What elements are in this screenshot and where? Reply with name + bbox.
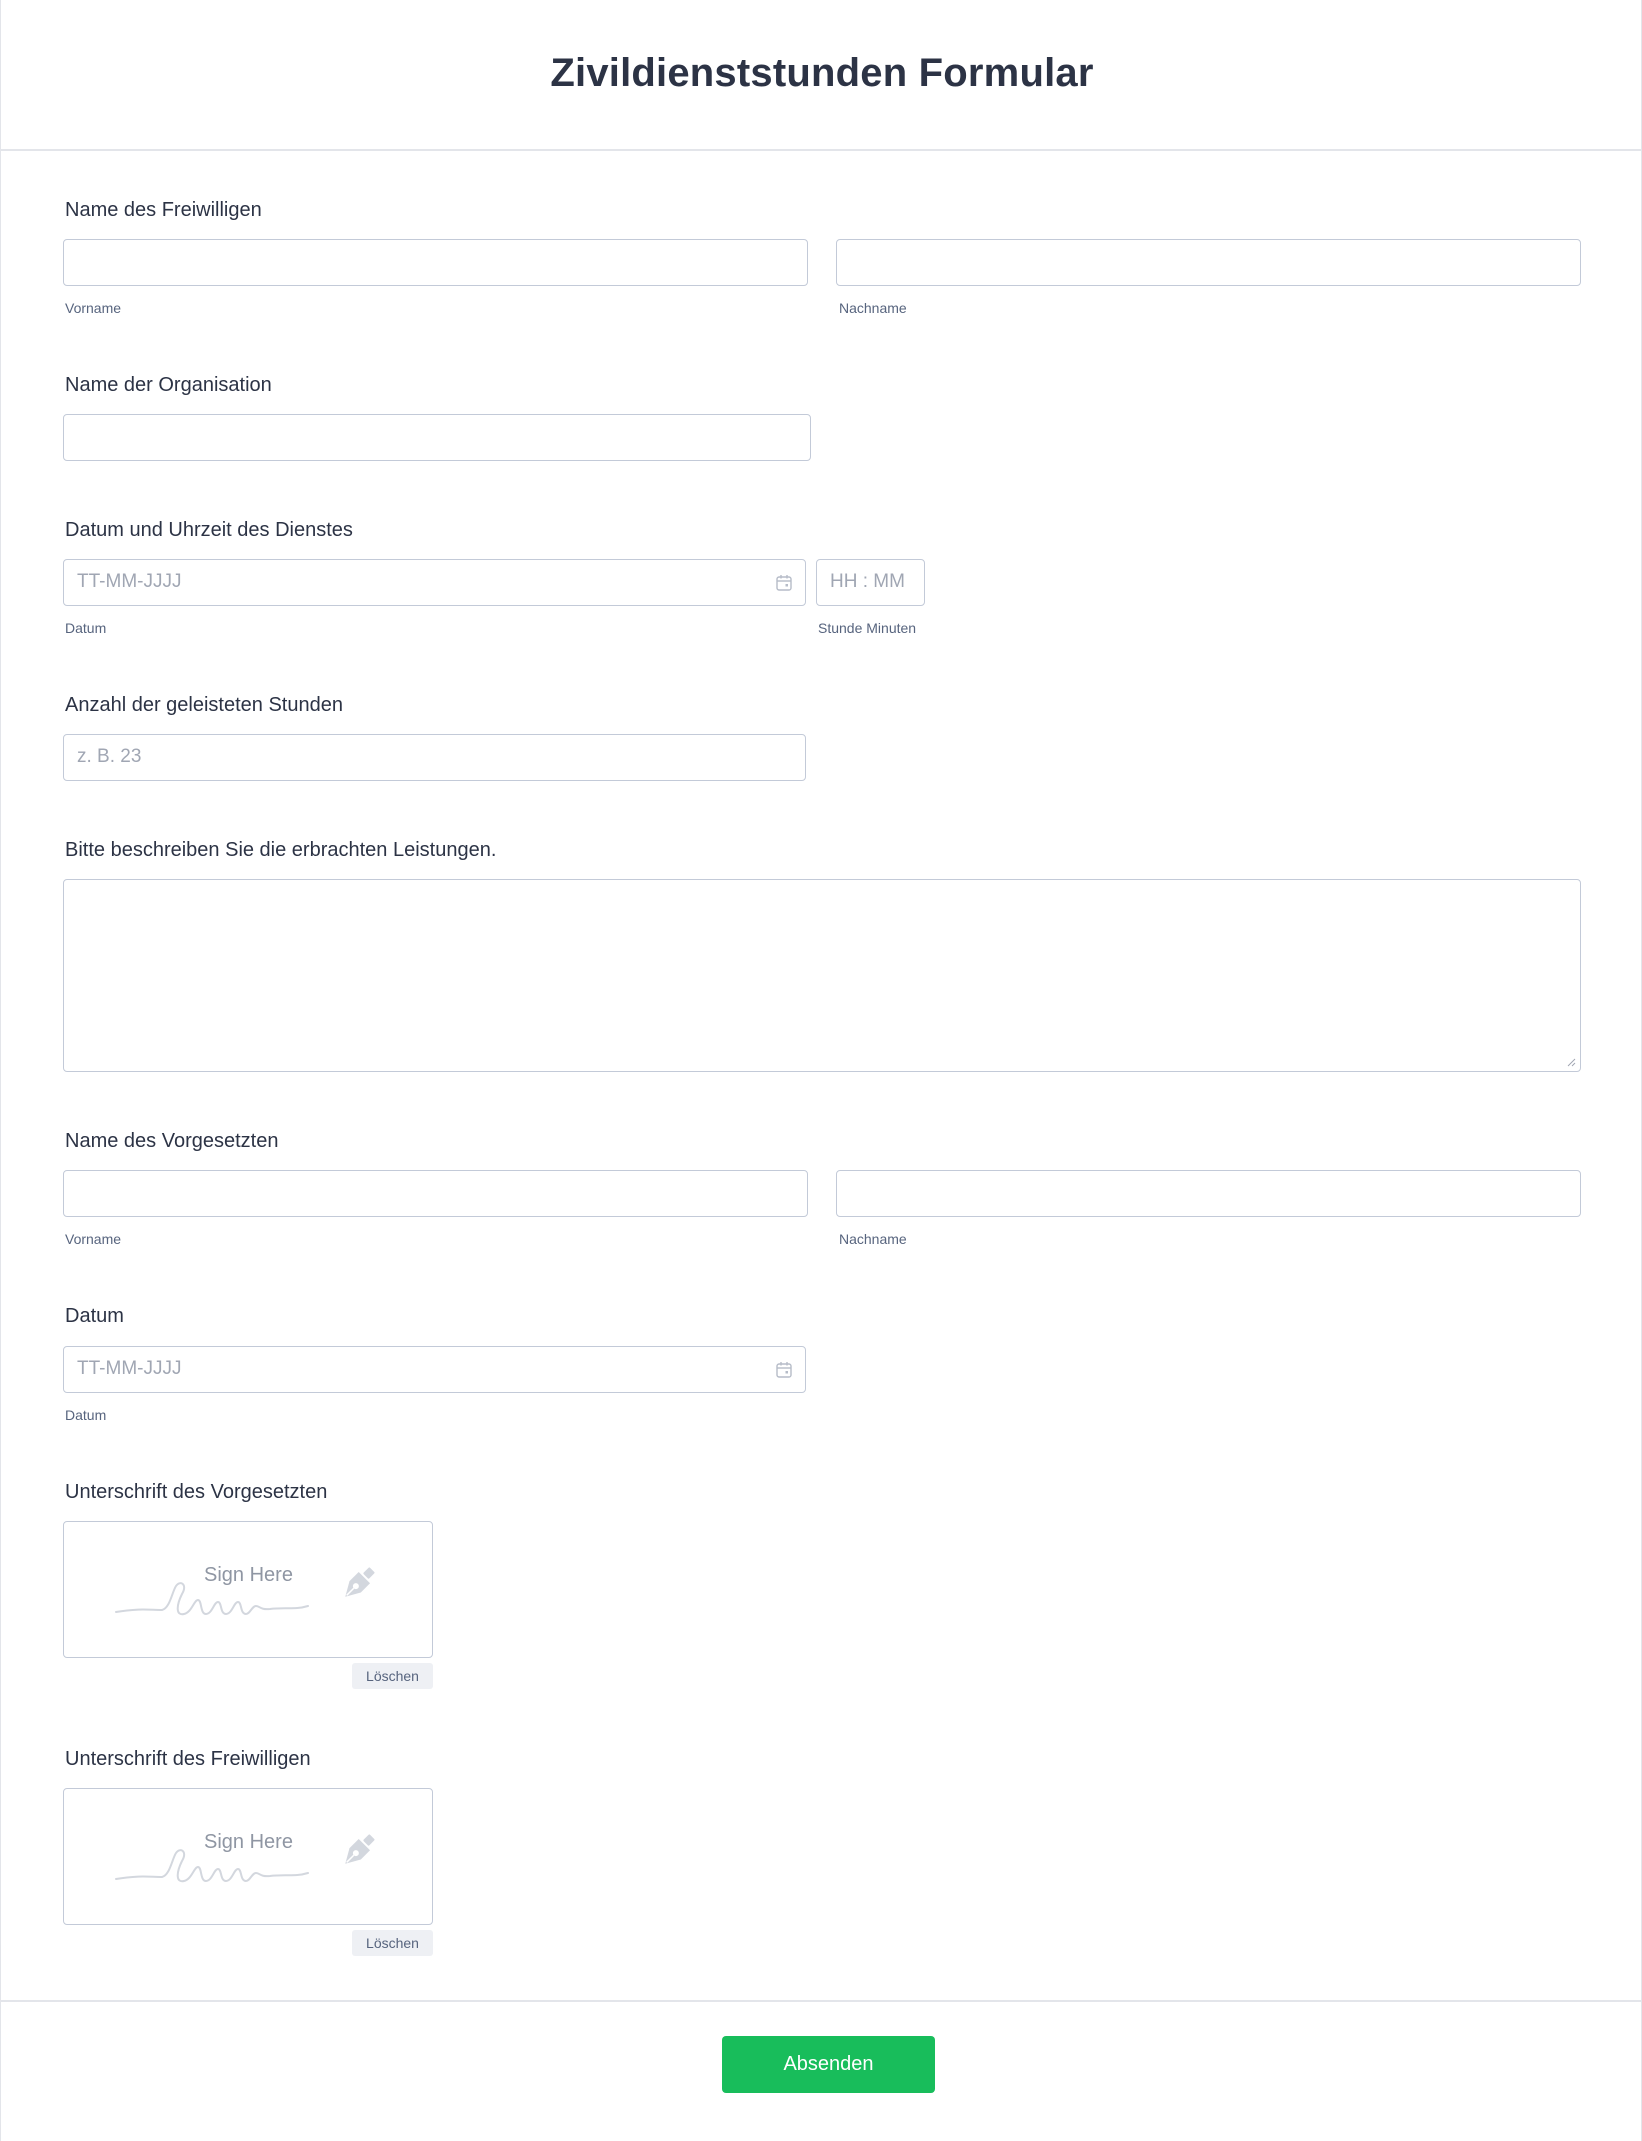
- service-time-sublabel: Stunde Minuten: [818, 620, 917, 636]
- supervisor-signature-pad[interactable]: [63, 1521, 433, 1658]
- supervisor-name-label: Name des Vorgesetzten: [65, 1130, 279, 1152]
- volunteer-first-name-sublabel: Vorname: [65, 300, 122, 316]
- service-date-placeholder: TT-MM-JJJJ: [77, 571, 182, 592]
- supervisor-last-name-input[interactable]: [836, 1170, 1581, 1217]
- volunteer-signature-label: Unterschrift des Freiwilligen: [65, 1748, 311, 1770]
- organization-input[interactable]: [63, 414, 811, 461]
- hours-placeholder: z. B. 23: [77, 746, 142, 767]
- sign-here-hint: Sign Here: [204, 1831, 293, 1853]
- pen-nib-icon: [336, 1829, 380, 1873]
- supervisor-first-name-sublabel: Vorname: [65, 1231, 122, 1247]
- sign-here-hint: Sign Here: [204, 1564, 293, 1586]
- footer-divider: [1, 2000, 1642, 2002]
- date-placeholder: TT-MM-JJJJ: [77, 1358, 182, 1379]
- form-header: [1, 0, 1642, 151]
- hours-label: Anzahl der geleisteten Stunden: [65, 694, 343, 716]
- service-date-input[interactable]: [63, 559, 806, 606]
- supervisor-signature-clear-button[interactable]: Löschen: [352, 1663, 433, 1689]
- calendar-icon[interactable]: [776, 1361, 792, 1378]
- resize-handle-icon[interactable]: [1567, 1058, 1576, 1067]
- volunteer-name-label: Name des Freiwilligen: [65, 199, 262, 221]
- pen-nib-icon: [336, 1562, 380, 1606]
- hours-input[interactable]: [63, 734, 806, 781]
- volunteer-signature-pad[interactable]: [63, 1788, 433, 1925]
- supervisor-signature-label: Unterschrift des Vorgesetzten: [65, 1481, 328, 1503]
- service-date-sublabel: Datum: [65, 620, 107, 636]
- description-textarea[interactable]: [63, 879, 1581, 1072]
- volunteer-signature-clear-button[interactable]: Löschen: [352, 1930, 433, 1956]
- signature-squiggle-icon: [110, 1572, 350, 1632]
- service-time-input[interactable]: [816, 559, 925, 606]
- supervisor-last-name-sublabel: Nachname: [839, 1231, 907, 1247]
- signature-squiggle-icon: [110, 1839, 350, 1899]
- form-title: Zivildienststunden Formular: [550, 51, 1094, 95]
- volunteer-last-name-sublabel: Nachname: [839, 300, 907, 316]
- supervisor-first-name-input[interactable]: [63, 1170, 808, 1217]
- volunteer-first-name-input[interactable]: [63, 239, 808, 286]
- description-label: Bitte beschreiben Sie die erbrachten Leistungen.: [65, 839, 497, 861]
- submit-button[interactable]: Absenden: [722, 2036, 935, 2093]
- volunteer-last-name-input[interactable]: [836, 239, 1581, 286]
- date-label: Datum: [65, 1305, 124, 1327]
- organization-label: Name der Organisation: [65, 374, 272, 396]
- date-sublabel: Datum: [65, 1407, 107, 1423]
- service-datetime-label: Datum und Uhrzeit des Dienstes: [65, 519, 353, 541]
- date-input[interactable]: [63, 1346, 806, 1393]
- calendar-icon[interactable]: [776, 574, 792, 591]
- service-time-placeholder: HH : MM: [830, 571, 905, 592]
